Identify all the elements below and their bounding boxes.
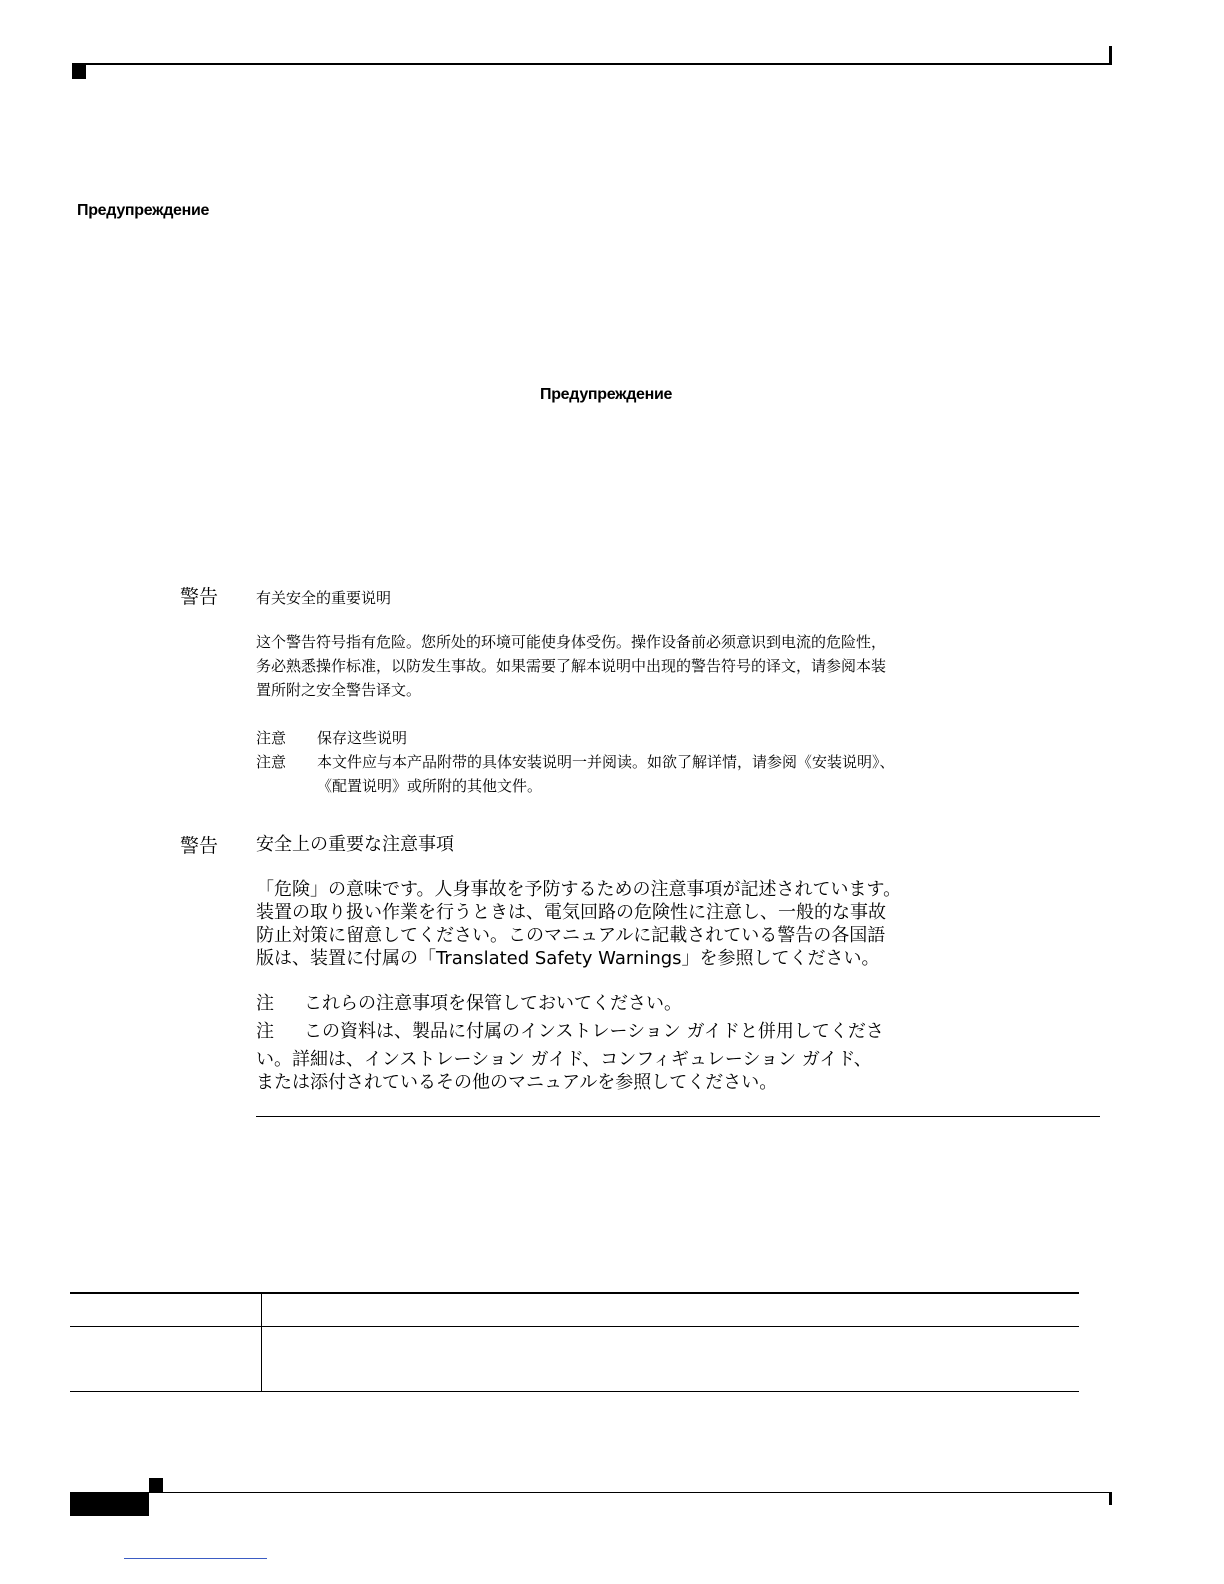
chinese-warning-title: 有关安全的重要说明 — [256, 589, 392, 607]
chinese-body-line: 务必熟悉操作标准，以防发生事故。如果需要了解本说明中出现的警告符号的译文，请参阅本装 — [256, 657, 887, 675]
japanese-note-text: い。詳細は、インストレーション ガイド、コンフィギュレーション ガイド、 — [256, 1049, 872, 1070]
japanese-note-continuation — [256, 1048, 936, 1094]
header-left-marker — [72, 65, 86, 79]
japanese-body-line: 版は、装置に付属の「Translated Safety Warnings」を参照してください。 — [256, 948, 880, 969]
warning-end-rule — [256, 1116, 1100, 1117]
side-heading: Предупреждение — [77, 202, 210, 219]
footer-page-tab — [70, 1492, 149, 1516]
chinese-warning-label: 警告 — [180, 586, 219, 608]
chinese-note-text: 保存这些说明 — [317, 729, 408, 747]
chinese-note-label: 注意 — [256, 729, 287, 747]
footer-right-tick — [1109, 1493, 1112, 1505]
japanese-note-text: この資料は、製品に付属のインストレーション ガイドと併用してくださ — [304, 1021, 884, 1042]
chinese-body-line: 这个警告符号指有危险。您所处的环境可能使身体受伤。操作设备前必须意识到电流的危险性， — [256, 633, 887, 651]
japanese-body-line: 装置の取り扱い作業を行うときは、電気回路の危険性に注意し、一般的な事故 — [256, 902, 886, 923]
japanese-body-line: 「危険」の意味です。人身事故を予防するための注意事項が記述されています。 — [256, 879, 902, 900]
table-header-border — [70, 1326, 1079, 1327]
japanese-note-text: これらの注意事項を保管しておいてください。 — [304, 993, 682, 1014]
footer-marker — [149, 1478, 163, 1492]
japanese-note-2 — [256, 1020, 936, 1043]
footer-rule — [72, 1492, 1112, 1493]
japanese-note-label: 注 — [256, 993, 274, 1014]
japanese-warning-block — [256, 833, 936, 1094]
center-heading: Предупреждение — [540, 386, 673, 403]
header-right-tick — [1109, 46, 1112, 65]
chinese-note-text: 《配置说明》或所附的其他文件。 — [317, 777, 543, 795]
chinese-warning-block — [256, 586, 936, 798]
chinese-note-2 — [256, 750, 936, 798]
japanese-note-1 — [256, 992, 936, 1015]
table-bottom-border — [70, 1391, 1079, 1392]
chinese-warning-body — [256, 630, 936, 702]
chinese-note-1 — [256, 726, 936, 750]
japanese-note-text: または添付されているその他のマニュアルを参照してください。 — [256, 1072, 778, 1093]
header-rule — [72, 63, 1112, 65]
japanese-body-line: 防止対策に留意してください。このマニュアルに記載されている警告の各国語 — [256, 925, 886, 946]
chinese-body-line: 置所附之安全警告译文。 — [256, 681, 422, 699]
table-column-divider — [261, 1293, 262, 1391]
japanese-warning-body — [256, 878, 936, 970]
footer-link-underline[interactable] — [124, 1558, 267, 1559]
chinese-note-label: 注意 — [256, 753, 287, 771]
table-top-border — [70, 1292, 1079, 1294]
japanese-note-label: 注 — [256, 1021, 274, 1042]
chinese-note-text: 本文件应与本产品附带的具体安装说明一并阅读。如欲了解详情，请参阅《安装说明》、 — [317, 753, 895, 771]
japanese-warning-label: 警告 — [180, 835, 219, 857]
japanese-warning-title: 安全上の重要な注意事項 — [256, 834, 454, 855]
